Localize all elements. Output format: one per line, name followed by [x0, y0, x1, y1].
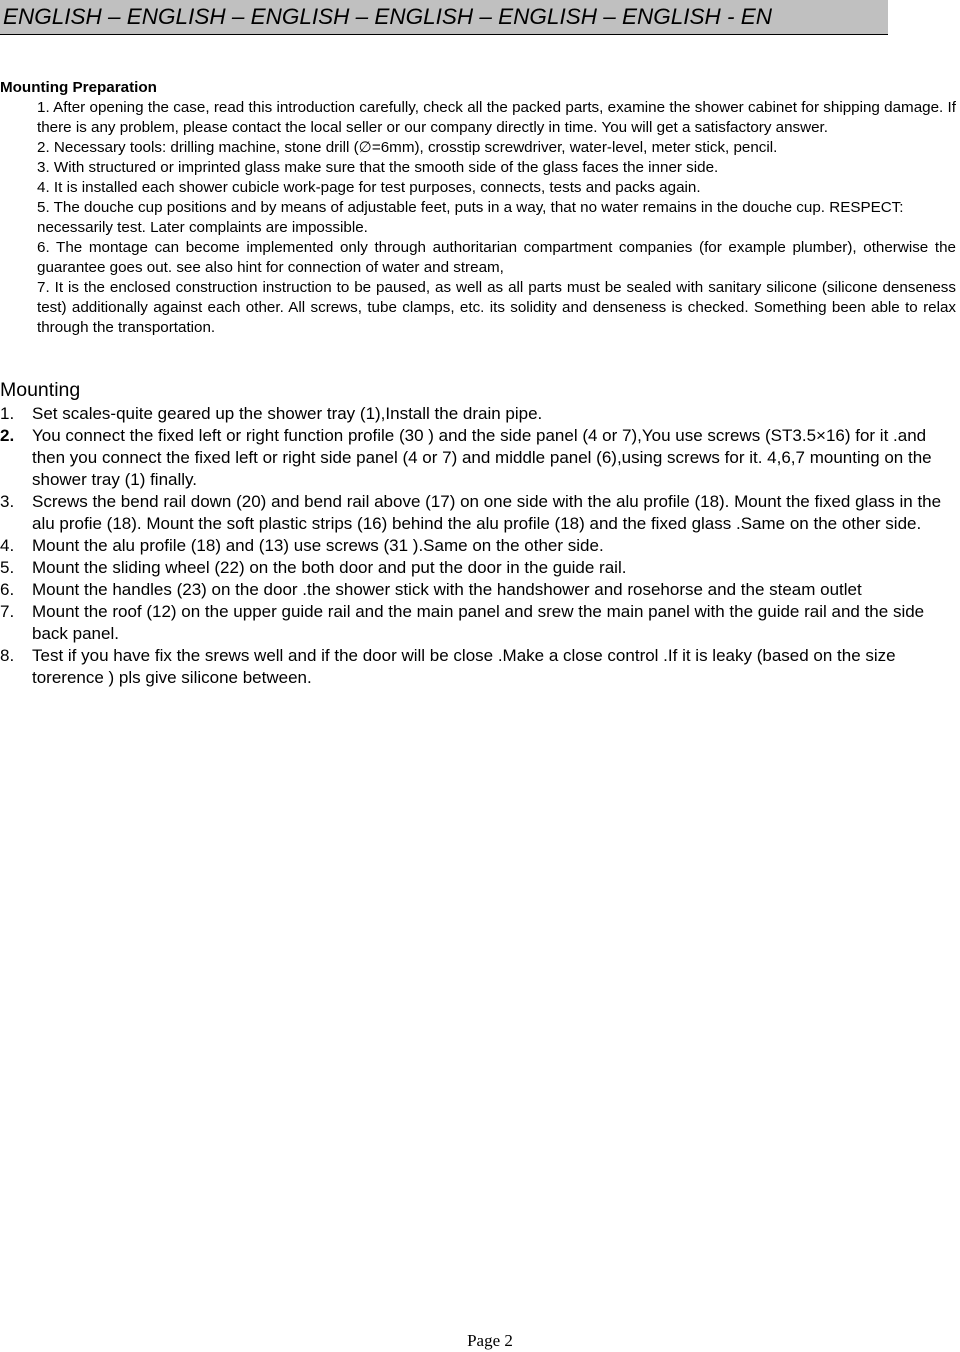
header-title: ENGLISH – ENGLISH – ENGLISH – ENGLISH – ENGLISH – ENGLISH - EN: [3, 4, 772, 29]
preparation-item-5: [0, 198, 956, 238]
item-text: With structured or imprinted glass make sure that the smooth side of the glass faces the inner side.: [53, 159, 719, 176]
mounting-step-6: [0, 579, 956, 601]
step-number: 7.: [0, 602, 15, 621]
preparation-item-7: [0, 278, 956, 338]
step-text: Mount the handles (23) on the door .the shower stick with the handshower and rosehorse and the steam outlet: [32, 580, 862, 599]
mounting-step-8: [0, 645, 956, 689]
item-number: 2.: [37, 139, 50, 156]
step-text: Mount the sliding wheel (22) on the both door and put the door in the guide rail.: [32, 558, 627, 577]
item-number: 5.: [37, 199, 50, 216]
item-number: 3.: [37, 159, 50, 176]
step-number: 6.: [0, 580, 15, 599]
item-text: After opening the case, read this introduction carefully, check all the packed parts, examine the shower cabinet for shipping damage. If there is any problem, please contact the local seller or our company directly in time. You will get a satisfactory answer.: [37, 99, 957, 136]
header-band: [0, 0, 888, 35]
item-number: 7.: [37, 279, 50, 296]
preparation-title: Mounting Preparation: [0, 79, 157, 96]
step-text: Mount the alu profile (18) and (13) use screws (31 ).Same on the other side.: [32, 536, 604, 555]
item-text: It is installed each shower cubicle work-page for test purposes, connects, tests and packs again.: [53, 179, 701, 196]
step-number: 5.: [0, 558, 15, 577]
item-number: 6.: [37, 239, 50, 256]
mounting-step-4: [0, 535, 956, 557]
item-text: The montage can become implemented only through authoritarian compartment companies (for example plumber), otherwise the guarantee goes out. see also hint for connection of water and stream,: [37, 239, 956, 276]
item-text: It is the enclosed construction instruction to be paused, as well as all parts must be sealed with sanitary silicone (silicone denseness test) additionally against each other. All screws, tube clamps, etc. its solidity and denseness is checked. Something been able to relax through the transportation.: [37, 279, 956, 336]
preparation-item-2: [0, 138, 956, 158]
mounting-step-7: [0, 601, 956, 645]
preparation-item-6: [0, 238, 956, 278]
mounting-step-1: [0, 403, 956, 425]
mounting-preparation-section: [0, 78, 956, 338]
mounting-title: Mounting: [0, 379, 81, 401]
item-number: 1.: [37, 99, 50, 116]
step-text: Screws the bend rail down (20) and bend rail above (17) on one side with the alu profile (18). Mount the fixed glass in the alu profie (18). Mount the soft plastic strips (16) behind the alu profile (18) and the fixed glass .Same on the other side.: [32, 492, 942, 533]
step-number: 2.: [0, 426, 15, 445]
step-text: Set scales-quite geared up the shower tray (1),Install the drain pipe.: [32, 404, 543, 423]
mounting-step-3: [0, 491, 956, 535]
mounting-step-2: [0, 425, 956, 491]
preparation-item-1: [0, 98, 956, 138]
step-text: You connect the fixed left or right function profile (30 ) and the side panel (4 or 7),You use screws (ST3.5×16) for it .and then you connect the fixed left or right side panel (4 or 7) and middle panel (6),using screws for it. 4,6,7 mounting on the shower tray (1) finally.: [32, 426, 932, 489]
mounting-section: [0, 377, 956, 689]
mounting-step-5: [0, 557, 956, 579]
preparation-item-4: [0, 178, 956, 198]
step-text: Mount the roof (12) on the upper guide rail and the main panel and srew the main panel with the guide rail and the side back panel.: [32, 602, 925, 643]
step-text: Test if you have fix the srews well and if the door will be close .Make a close control .If it is leaky (based on the size torerence ) pls give silicone between.: [32, 646, 896, 687]
item-number: 4.: [37, 179, 50, 196]
step-number: 1.: [0, 404, 15, 423]
step-number: 3.: [0, 492, 15, 511]
step-number: 4.: [0, 536, 15, 555]
preparation-item-3: [0, 158, 956, 178]
item-text: The douche cup positions and by means of adjustable feet, puts in a way, that no water remains in the douche cup. RESPECT: necessarily test. Later complaints are impossible.: [37, 199, 904, 236]
page-number: Page 2: [467, 1331, 513, 1350]
item-text: Necessary tools: drilling machine, stone drill (∅=6mm), crosstip screwdriver, water-level, meter stick, pencil.: [53, 139, 778, 156]
step-number: 8.: [0, 646, 15, 665]
page-footer: [0, 1331, 960, 1351]
